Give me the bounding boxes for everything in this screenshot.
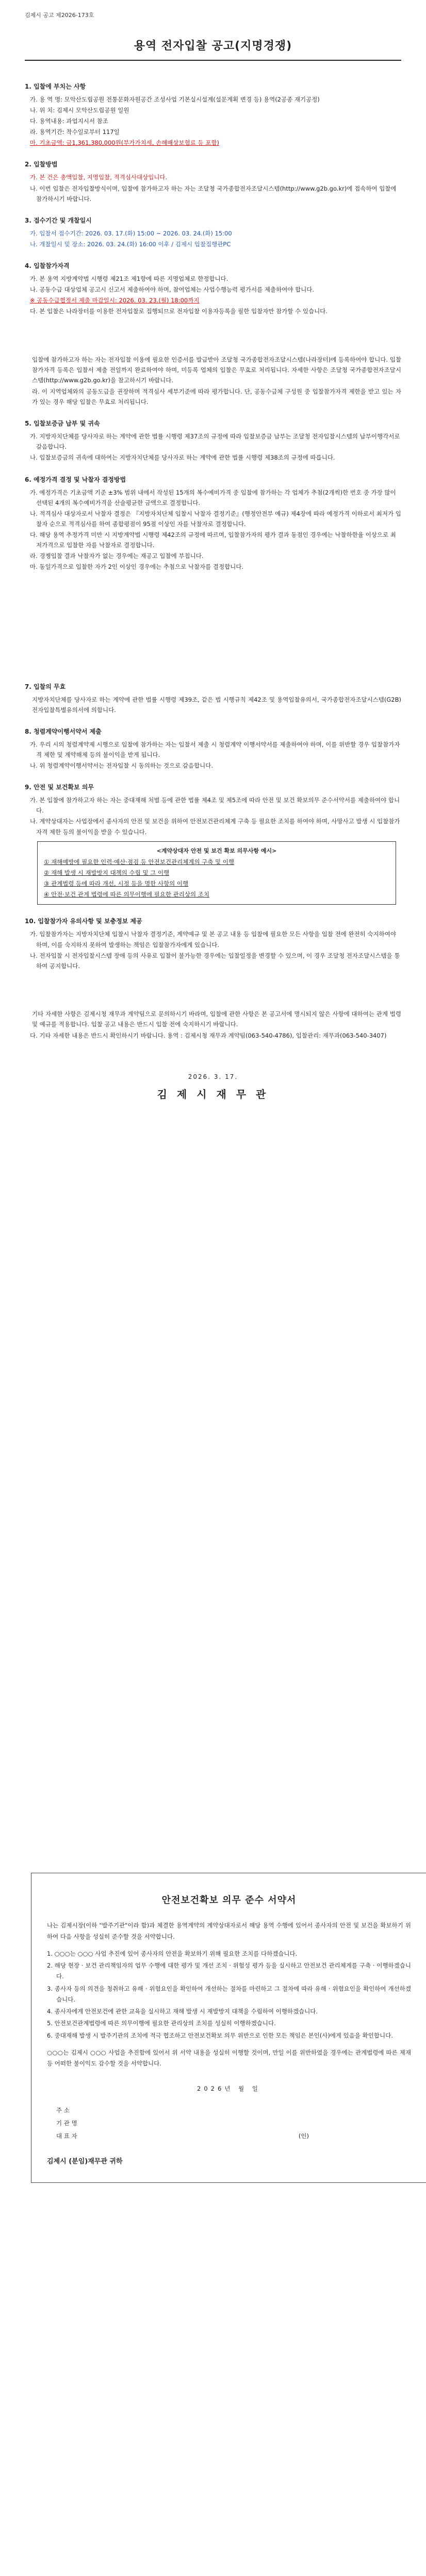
spacer <box>25 317 401 353</box>
box-heading: <계약상대자 안전 및 보건 확보 의무사항 예시> <box>156 847 277 854</box>
notice-number: 김제시 공고 제2026-173호 <box>25 12 94 19</box>
pledge-item: 3. 종사자 등의 의견을 청취하고 유해 · 위험요인을 확인하여 개선하는 절차를 마련하고 그 절차에 따라 유해 · 위험요인을 확인하여 개선하겠습니다. <box>47 1985 411 2003</box>
list-item: 나. 이번 입찰은 전자입찰방식이며, 입찰에 참가하고자 하는 자는 조달청 국가종합전자조달시스템(http://www.g2b.go.kr)에 접속하여 입찰에 참가하시기 바랍니다. <box>30 184 397 202</box>
list-item: 나. 적격심사 대상자로서 낙찰자 결정은 『지방자치단체 입찰시 낙찰자 결정기준』(행정안전부 예규) 제4장에 따라 예정가격 이하로서 최저가 입찰자 순으로 적격심사를 하여 종합평점이 95점 이상인 자를 낙찰자로 결정합니다. <box>30 510 401 528</box>
box-item: ④ 안전·보건 관계 법령에 따른 의무이행에 필요한 관리상의 조치 <box>44 891 209 899</box>
list-item: 가. 우리 시의 청렴계약제 시행으로 입찰에 참가하는 자는 입찰서 제출 시 청렴계약 이행서약서를 제출하여야 하며, 이를 위반할 경우 입찰참가자격 제한 및 계약해제 등의 불이익을 받게 됩니다. <box>30 740 400 758</box>
list-item: 가. 지방자치단체를 당사자로 하는 계약에 관한 법률 시행령 제37조의 규정에 따라 입찰보증금 납부는 조달청 전자입찰시스템의 납부이행각서로 갈음합니다. <box>30 433 400 451</box>
safety-duty-box <box>37 841 396 905</box>
pledge-item: 4. 종사자에게 안전보건에 관한 교육을 실시하고 재해 발생 시 재발방지 대책을 수립하여 이행하겠습니다. <box>47 2008 318 2015</box>
pledge-item: 1. ○○○는 ○○○ 사업 추진에 있어 종사자의 안전을 확보하기 위해 필요한 조치를 다하겠습니다. <box>47 1950 298 1957</box>
box-item: ② 재해 발생 시 재발방지 대책의 수립 및 그 이행 <box>44 869 170 876</box>
signature-label: 대 표 자 <box>56 2132 77 2140</box>
notice-document <box>25 10 401 1104</box>
section-heading: 3. 접수기간 및 개찰일시 <box>25 216 92 224</box>
issue-date: 2026. 3. 17. <box>188 1073 238 1081</box>
section-heading: 5. 입찰보증금 납부 및 귀속 <box>25 420 100 428</box>
pledge-addressee: 김제시 (분임)재무관 귀하 <box>47 2157 123 2165</box>
signature-label: 주 소 <box>56 2106 70 2114</box>
list-item <box>25 172 401 182</box>
pledge-item: 6. 중대재해 발생 시 발주기관의 조치에 적극 협조하고 안전보건확보 의무 위반으로 인한 모든 책임은 본인(사)에게 있음을 확인합니다. <box>47 2031 393 2039</box>
list-item: 마. 동일가격으로 입찰한 자가 2인 이상인 경우에는 추첨으로 낙찰자를 결정합니다. <box>30 563 244 571</box>
section-heading: 10. 입찰참가자 유의사항 및 보충정보 제공 <box>25 918 142 925</box>
list-item: 나. 입찰보증금의 귀속에 대하여는 지방자치단체를 당사자로 하는 계약에 관한 법률 시행령 제38조의 규정에 따릅니다. <box>30 454 335 462</box>
signature-value[interactable] <box>92 2118 309 2129</box>
page-title: 용역 전자입찰 공고(지명경쟁) <box>134 40 292 53</box>
list-item: 나. 위 치: 김제시 모악산도립공원 일원 <box>30 106 129 114</box>
joint-agreement-deadline: ※ 공동수급협정서 제출 마감일시: 2026. 03. 23.(월) 18:00까지 <box>30 297 200 304</box>
signature-value[interactable]: (인) <box>298 2132 309 2140</box>
title-divider <box>25 60 401 61</box>
section-heading: 8. 청렴계약이행서약서 제출 <box>25 727 102 735</box>
list-item: 다. 해당 용역 추정가격 미만 시 지방계약법 시행령 제42조의 규정에 따르며, 입찰참가자의 평가 결과 동점인 경우에는 낙찰하한율 이상으로 최저가격으로 입찰한 자를 낙찰자로 결정합니다. <box>30 531 396 549</box>
section-heading: 2. 입찰방법 <box>25 161 58 168</box>
list-item: 다. 용역내용: 과업지시서 참조 <box>30 117 108 125</box>
pledge-title: 안전보건확보 의무 준수 서약서 <box>161 1895 297 1906</box>
paragraph: 기타 자세한 사항은 김제시청 재무과 계약팀으로 문의하시기 바라며, 입찰에 관한 사항은 본 공고서에 명시되지 않은 사항에 대하여는 관계 법령 및 예규를 적용합니다. 입찰 공고 내용은 반드시 입찰 전에 숙지하시기 바랍니다. <box>32 1010 401 1028</box>
contact-info: 다. 기타 자세한 내용은 반드시 확인하시기 바랍니다. 용역 : 김제시청 재무과 계약팀(063-540-4786), 입찰관리: 재무과(063-540-3407) <box>30 1032 387 1040</box>
list-item: 나. 위 청렴계약이행서약서는 전자입찰 시 동의하는 것으로 갈음합니다. <box>30 762 214 769</box>
list-item: 가. 본 용역 지방계약법 시행령 제21조 제1항에 따른 지명업체로 한정합니다. <box>30 275 228 282</box>
signature-block <box>56 2105 411 2142</box>
list-item: 가. 용 역 명: 모악산도립공원 전통문화자원공간 조성사업 기본실시설계(설문계획 변경 등) 용역(2공종 재기공정) <box>30 95 320 103</box>
paragraph: 지방자치단체를 당사자로 하는 계약에 관한 법률 시행령 제39조, 같은 법 시행규칙 제42조 및 용역입찰유의서, 국가종합전자조달시스템(G2B) 전자입찰특별유의서에 의합니다. <box>32 696 401 714</box>
section-bid-items <box>25 81 401 148</box>
pledge-item: 5. 안전보건관계법령에 따른 의무이행에 필요한 관리상의 조치를 성실히 이행하겠습니다. <box>47 2020 276 2027</box>
signature-row <box>56 2131 411 2142</box>
list-item: 다. 본 입찰은 나라장터를 이용한 전자입찰로 집행되므로 전자입찰 이용자등록을 필한 입찰자만 참가할 수 있습니다. <box>30 308 327 315</box>
safety-pledge-form <box>31 1873 426 2183</box>
paragraph: 라. 이 지역업체와의 공동도급을 권장하며 적격심사 세부기준에 따라 평가합니다. 단, 공동수급체 구성원 중 입찰참가자격 제한을 받고 있는 자가 있는 경우 해당 입찰은 무효로 처리됩니다. <box>32 387 401 405</box>
box-item: ③ 관계법령 등에 따라 개선, 시정 등을 명한 사항의 이행 <box>44 880 189 888</box>
section-safety-duty <box>25 782 401 905</box>
spacer <box>25 584 401 682</box>
section-invalid-bids <box>25 682 401 715</box>
section-award-method <box>25 474 401 572</box>
box-item: ① 재해예방에 필요한 인력·예산·점검 등 안전보건관리체계의 구축 및 이행 <box>44 858 235 866</box>
pledge-item: 2. 해당 현장 · 보건 관리책임자의 업무 수행에 대한 평가 및 개선 조치 · 위험성 평가 등을 실시하고 안전보건 관리체계를 구축 · 이행하겠습니다. <box>47 1962 411 1980</box>
section-bid-bond <box>25 418 401 463</box>
list-item: 나. 공동수급 대상업체 공고시 신고서 제출하여야 하며, 참여업체는 사업수행능력 평가서를 제출하여야 합니다. <box>30 286 315 294</box>
section-schedule <box>25 215 401 249</box>
section-integrity-pledge <box>25 726 401 771</box>
pledge-date: 2026년 월 일 <box>197 2085 261 2093</box>
pledge-intro: 나는 김제시장(이하 "발주기관"이라 함)과 체결한 용역계약의 계약상대자로서 해당 용역 수행에 있어서 종사자의 안전 및 보건을 확보하기 위하여 다음 사항을 성실히 준수할 것을 서약합니다. <box>47 1922 411 1940</box>
section-heading: 1. 입찰에 부치는 사항 <box>25 82 86 90</box>
list-item: 라. 경쟁입찰 결과 낙찰자가 없는 경우에는 재공고 입찰에 부칩니다. <box>30 552 204 560</box>
section-heading: 4. 입찰참가자격 <box>25 262 70 269</box>
base-amount: 마. 기초금액: 금1,361,380,000원(부가가치세, 손해배상보험료 등 포함) <box>30 139 219 147</box>
signature-label: 기 관 명 <box>56 2120 77 2127</box>
opening-datetime: 나. 개찰일시 및 장소: 2026. 03. 24.(화) 16:00 이후 / 김제시 입찰집행관PC <box>30 240 231 248</box>
issuer-name: 김 제 시 재 무 관 <box>157 1088 269 1101</box>
section-bidder-notes <box>25 916 401 1041</box>
section-heading: 9. 안전 및 보건확보 의무 <box>25 784 94 791</box>
list-item: 가. 본 입찰에 참가하고자 하는 자는 중대재해 처벌 등에 관한 법률 제4조 및 제5조에 따라 안전 및 보건 확보의무 준수서약서를 제출하여야 합니다. <box>30 796 400 815</box>
list-item: 가. 예정가격은 기초금액 기준 ±3% 범위 내에서 작성된 15개의 복수예비가격 중 입찰에 참가하는 각 업체가 추첨(2개씩)한 번호 중 가장 많이 선택된 4개의 복수예비가격을 산술평균한 금액으로 결정합니다. <box>30 488 396 506</box>
submission-period: 가. 입찰서 접수기간: 2026. 03. 17.(화) 15:00 ~ 2026. 03. 24.(화) 15:00 <box>30 229 232 237</box>
section-bid-method <box>25 159 401 204</box>
list-item: 나. 전자입찰 시 전자입찰시스템 장애 등의 사유로 입찰이 불가능한 경우에는 입찰일정을 변경할 수 있으며, 이 경우 조달청 전자조달시스템을 통하여 공지합니다. <box>30 952 400 970</box>
list-item: 나. 계약상대자는 사업장에서 종사자의 안전 및 보건을 위하여 안전보건관리체계 구축 등 필요한 조치를 하여야 하며, 사망사고 발생 시 입찰참가자격 제한 등의 불이익을 받을 수 있습니다. <box>30 818 400 836</box>
signature-row <box>56 2105 411 2116</box>
list-item: 가. 입찰참가자는 지방자치단체 입찰시 낙찰자 결정기준, 계약예규 및 본 공고 내용 등 입찰에 필요한 모든 사항을 입찰 전에 완전히 숙지하여야 하며, 이를 숙지하지 못하여 발생하는 책임은 입찰참가자에게 있습니다. <box>30 930 396 948</box>
signature-row <box>56 2118 411 2129</box>
paragraph: 입찰에 참가하고자 하는 자는 전자입찰 이용에 필요한 인증서를 발급받아 조달청 국가종합전자조달시스템(나라장터)에 등록하여야 합니다. 입찰참가자격 등록은 입찰서 제출 전일까지 완료하여야 하며, 미등록 업체의 입찰은 무효로 처리됩니다. 자세한 사항은 조달청 국가종합전자조달시스템(http://www.g2b.go.kr)을 참고하시기 바랍니다. <box>32 355 401 384</box>
bid-type: 가. 본 건은 총액입찰, 지명입찰, 적격심사대상입니다. <box>30 174 168 181</box>
signature-value[interactable] <box>92 2105 309 2116</box>
section-heading: 6. 예정가격 결정 및 낙찰자 결정방법 <box>25 476 126 483</box>
list-item: 라. 용역기간: 착수일로부터 117일 <box>30 128 120 136</box>
spacer <box>25 972 401 1008</box>
section-eligibility <box>25 261 401 407</box>
pledge-closing: ○○○는 김제시 ○○○ 사업을 추진함에 있어서 위 서약 내용을 성실히 이행할 것이며, 만일 이를 위반하였을 경우에는 관계법령에 따른 제재 등 어떠한 불이익도 감수할 것을 서약합니다. <box>47 2048 411 2067</box>
section-heading: 7. 입찰의 무효 <box>25 683 66 690</box>
